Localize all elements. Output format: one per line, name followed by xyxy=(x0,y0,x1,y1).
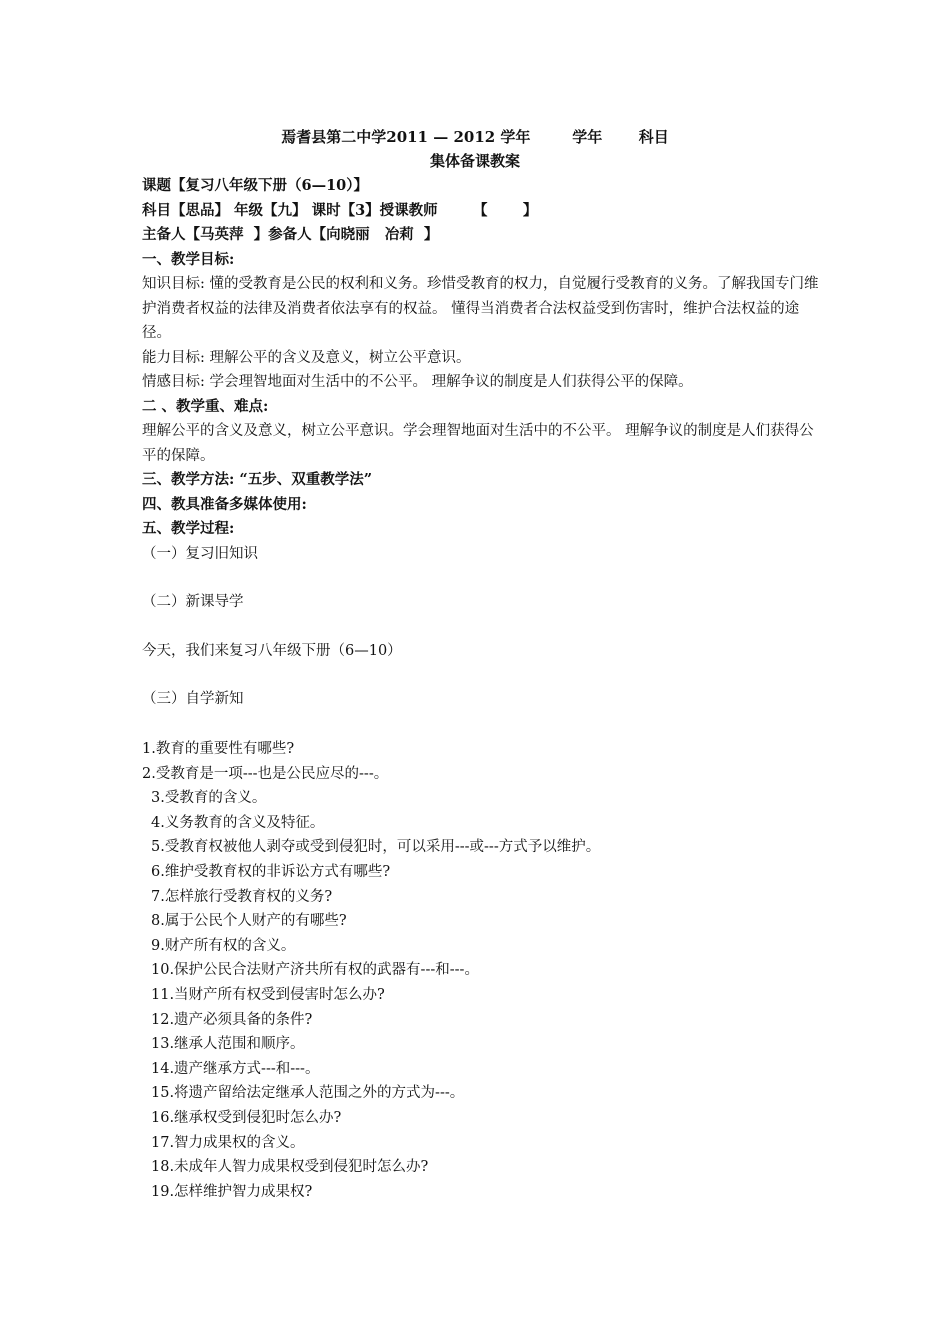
topic-line: 课题【复习八年级下册（6—10）】 xyxy=(142,177,369,194)
question-item: 16.继承权受到侵犯时怎么办? xyxy=(151,1109,342,1126)
spacer xyxy=(142,566,822,590)
question-item: 17.智力成果权的含义。 xyxy=(151,1134,305,1151)
step-new-lesson: （二）新课导学 xyxy=(142,594,244,610)
people-line: 主备人【马英萍 】参备人【向晓丽 冶莉 】 xyxy=(142,226,439,243)
key-points-heading: 二 、教学重、难点: xyxy=(142,397,269,415)
question-item: 19.怎样维护智力成果权? xyxy=(151,1183,313,1200)
ability-goal: 能力目标: 理解公平的含义及意义，树立公平意识。 xyxy=(142,349,471,366)
question-item: 12.遗产必须具备的条件? xyxy=(151,1011,313,1028)
question-item: 10.保护公民合法财产济共所有权的武器有---和---。 xyxy=(151,962,479,979)
school-header: 焉耆县第二中学2011 — 2012 学年 学年 科目 xyxy=(281,128,669,146)
knowledge-goal: 知识目标: 懂的受教育是公民的权利和义务。珍惜受教育的权力，自觉履行受教育的义务。了解我国专门维护消费者权益的法律及消费者依法享有的权益。 懂得当消费者合法权益受到伤害时，维护合法权益的途径。 xyxy=(142,276,819,341)
subject-line: 科目【思品】 年级【九】 课时【3】授课教师 【 】 xyxy=(142,201,538,219)
question-item: 11.当财产所有权受到侵害时怎么办? xyxy=(151,986,385,1003)
question-item: 1.教育的重要性有哪些? xyxy=(142,741,295,757)
question-item: 4.义务教育的含义及特征。 xyxy=(151,814,325,831)
question-item: 18.未成年人智力成果权受到侵犯时怎么办? xyxy=(151,1159,429,1176)
document-title: 集体备课教案 xyxy=(429,152,520,170)
question-item: 8.属于公民个人财产的有哪些? xyxy=(151,913,347,930)
lesson-info xyxy=(142,174,822,712)
question-item: 13.继承人范围和顺序。 xyxy=(151,1036,305,1053)
step-review: （一）复习旧知识 xyxy=(142,545,258,562)
spacer xyxy=(142,663,822,687)
teaching-tools: 四、教具准备多媒体使用: xyxy=(142,495,307,513)
question-item: 5.受教育权被他人剥夺或受到侵犯时，可以采用---或---方式予以维护。 xyxy=(151,839,601,856)
question-item: 6.维护受教育权的非诉讼方式有哪些? xyxy=(151,863,391,880)
question-item: 2.受教育是一项---也是公民应尽的---。 xyxy=(142,765,389,782)
question-item: 7.怎样旅行受教育权的义务? xyxy=(151,888,333,905)
question-list xyxy=(142,737,822,1204)
question-item: 15.将遗产留给法定继承人范围之外的方式为---。 xyxy=(151,1085,465,1102)
goals-heading: 一、教学目标: xyxy=(142,250,235,268)
intro-text: 今天，我们来复习八年级下册（6—10） xyxy=(142,642,402,659)
question-item: 9.财产所有权的含义。 xyxy=(151,937,296,954)
process-heading: 五、教学过程: xyxy=(142,520,235,537)
question-item: 14.遗产继承方式---和---。 xyxy=(151,1060,320,1077)
question-item: 3.受教育的含义。 xyxy=(151,790,267,807)
key-points-text: 理解公平的含义及意义，树立公平意识。学会理智地面对生活中的不公平。 理解争议的制度是人们获得公平的保障。 xyxy=(142,423,814,464)
emotion-goal: 情感目标: 学会理智地面对生活中的不公平。 理解争议的制度是人们获得公平的保障。 xyxy=(142,374,693,390)
teaching-method: 三、教学方法: “五步、双重教学法” xyxy=(142,471,373,488)
spacer xyxy=(142,615,822,639)
step-self-study: （三）自学新知 xyxy=(142,691,244,707)
